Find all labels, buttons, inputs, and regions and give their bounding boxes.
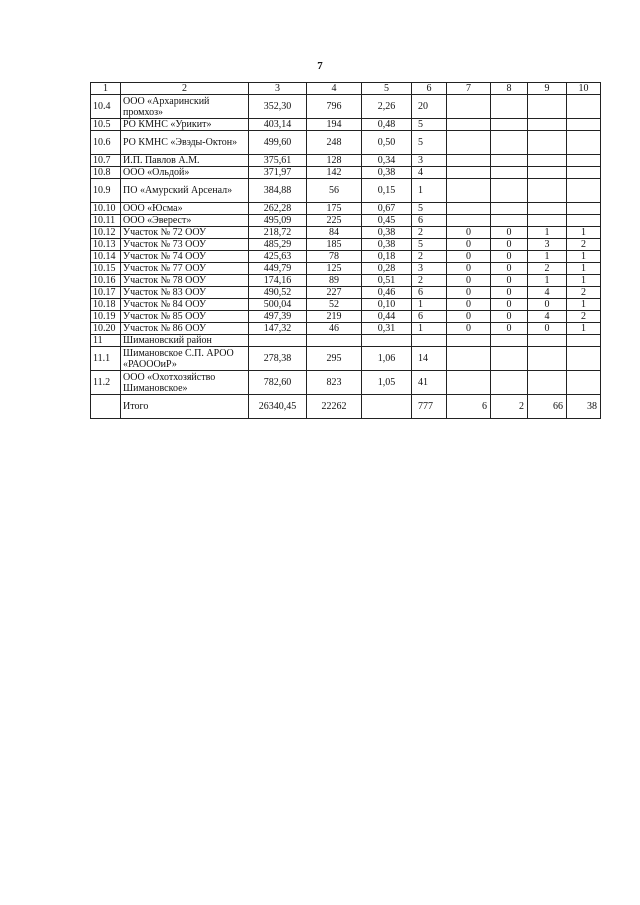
value-cell-col-7: [447, 131, 491, 155]
table-row: [91, 119, 601, 131]
value-cell-col-5: 0,44: [362, 311, 412, 323]
value-cell-col-6: 777: [412, 395, 447, 419]
value-cell-col-4: 295: [307, 347, 362, 371]
value-cell-col-7: 0: [447, 287, 491, 299]
value-cell-col-9: [528, 335, 567, 347]
value-cell-col-9: [528, 179, 567, 203]
table-row: [91, 227, 601, 239]
value-cell-col-6: 5: [412, 239, 447, 251]
table-row: [91, 347, 601, 371]
value-cell-col-10: [567, 335, 601, 347]
value-cell-col-10: [567, 95, 601, 119]
value-cell-col-9: 4: [528, 311, 567, 323]
value-cell-col-6: 4: [412, 167, 447, 179]
row-number-cell: 10.9: [91, 179, 121, 203]
value-cell-col-8: [491, 203, 528, 215]
value-cell-col-4: [307, 335, 362, 347]
value-cell-col-8: [491, 119, 528, 131]
hunting-grounds-table: [90, 82, 601, 419]
value-cell-col-6: 1: [412, 323, 447, 335]
value-cell-col-4: 89: [307, 275, 362, 287]
header-row: [91, 83, 601, 95]
value-cell-col-6: [412, 335, 447, 347]
value-cell-col-5: 0,18: [362, 251, 412, 263]
value-cell-col-10: 1: [567, 299, 601, 311]
column-header-8: 8: [491, 83, 528, 95]
table-row: [91, 203, 601, 215]
value-cell-col-8: 0: [491, 263, 528, 275]
value-cell-col-9: [528, 347, 567, 371]
value-cell-col-3: 499,60: [249, 131, 307, 155]
value-cell-col-5: [362, 395, 412, 419]
table-row: [91, 167, 601, 179]
row-number-cell: 10.7: [91, 155, 121, 167]
column-header-7: 7: [447, 83, 491, 95]
value-cell-col-8: 0: [491, 239, 528, 251]
value-cell-col-9: [528, 131, 567, 155]
value-cell-col-8: 0: [491, 287, 528, 299]
value-cell-col-10: [567, 155, 601, 167]
name-cell: Участок № 78 ООУ: [121, 275, 249, 287]
value-cell-col-4: 125: [307, 263, 362, 275]
value-cell-col-8: [491, 347, 528, 371]
value-cell-col-3: 497,39: [249, 311, 307, 323]
value-cell-col-6: 1: [412, 299, 447, 311]
value-cell-col-7: [447, 215, 491, 227]
name-cell: ООО «Эверест»: [121, 215, 249, 227]
value-cell-col-3: [249, 335, 307, 347]
value-cell-col-3: 218,72: [249, 227, 307, 239]
value-cell-col-5: 0,48: [362, 119, 412, 131]
column-header-6: 6: [412, 83, 447, 95]
value-cell-col-10: [567, 167, 601, 179]
value-cell-col-4: 46: [307, 323, 362, 335]
value-cell-col-4: 185: [307, 239, 362, 251]
value-cell-col-7: [447, 95, 491, 119]
value-cell-col-7: 0: [447, 323, 491, 335]
value-cell-col-10: 1: [567, 275, 601, 287]
table-row: [91, 251, 601, 263]
table-row: [91, 371, 601, 395]
value-cell-col-3: 262,28: [249, 203, 307, 215]
column-header-9: 9: [528, 83, 567, 95]
value-cell-col-9: [528, 215, 567, 227]
table-row: [91, 311, 601, 323]
value-cell-col-10: [567, 203, 601, 215]
value-cell-col-8: 0: [491, 311, 528, 323]
value-cell-col-4: 219: [307, 311, 362, 323]
value-cell-col-3: 782,60: [249, 371, 307, 395]
name-cell: Шимановское С.П. АРОО «РАОООиР»: [121, 347, 249, 371]
name-cell: Участок № 85 ООУ: [121, 311, 249, 323]
row-number-cell: 10.11: [91, 215, 121, 227]
table-row: [91, 179, 601, 203]
value-cell-col-10: 2: [567, 287, 601, 299]
value-cell-col-9: 3: [528, 239, 567, 251]
table-row: [91, 239, 601, 251]
row-number-cell: [91, 395, 121, 419]
value-cell-col-7: [447, 347, 491, 371]
column-header-1: 1: [91, 83, 121, 95]
value-cell-col-6: 5: [412, 203, 447, 215]
row-number-cell: 10.18: [91, 299, 121, 311]
table-body: [91, 95, 601, 419]
value-cell-col-6: 6: [412, 215, 447, 227]
value-cell-col-9: [528, 167, 567, 179]
row-number-cell: 10.12: [91, 227, 121, 239]
value-cell-col-3: 500,04: [249, 299, 307, 311]
row-number-cell: 10.4: [91, 95, 121, 119]
value-cell-col-8: 2: [491, 395, 528, 419]
value-cell-col-4: 796: [307, 95, 362, 119]
value-cell-col-5: 0,15: [362, 179, 412, 203]
column-header-4: 4: [307, 83, 362, 95]
value-cell-col-5: 1,06: [362, 347, 412, 371]
value-cell-col-4: 78: [307, 251, 362, 263]
table-row: [91, 299, 601, 311]
value-cell-col-7: 0: [447, 263, 491, 275]
value-cell-col-8: [491, 371, 528, 395]
value-cell-col-7: 0: [447, 251, 491, 263]
value-cell-col-9: 1: [528, 227, 567, 239]
value-cell-col-6: 41: [412, 371, 447, 395]
name-cell: ООО «Ольдой»: [121, 167, 249, 179]
value-cell-col-9: 4: [528, 287, 567, 299]
value-cell-col-5: 2,26: [362, 95, 412, 119]
value-cell-col-5: 0,38: [362, 167, 412, 179]
table-row: [91, 215, 601, 227]
value-cell-col-10: 1: [567, 227, 601, 239]
name-cell: Участок № 83 ООУ: [121, 287, 249, 299]
value-cell-col-10: 1: [567, 323, 601, 335]
row-number-cell: 10.15: [91, 263, 121, 275]
name-cell: Участок № 86 ООУ: [121, 323, 249, 335]
table-row: [91, 263, 601, 275]
value-cell-col-5: 0,67: [362, 203, 412, 215]
name-cell: ООО «Юсма»: [121, 203, 249, 215]
value-cell-col-9: [528, 203, 567, 215]
value-cell-col-9: 2: [528, 263, 567, 275]
value-cell-col-4: 248: [307, 131, 362, 155]
name-cell: РО КМНС «Урикит»: [121, 119, 249, 131]
value-cell-col-6: 20: [412, 95, 447, 119]
value-cell-col-7: 0: [447, 299, 491, 311]
value-cell-col-4: 142: [307, 167, 362, 179]
value-cell-col-10: [567, 215, 601, 227]
value-cell-col-9: 1: [528, 275, 567, 287]
name-cell: Участок № 73 ООУ: [121, 239, 249, 251]
value-cell-col-7: [447, 155, 491, 167]
value-cell-col-10: [567, 371, 601, 395]
value-cell-col-9: [528, 119, 567, 131]
table-row: [91, 335, 601, 347]
value-cell-col-5: 0,28: [362, 263, 412, 275]
value-cell-col-4: 225: [307, 215, 362, 227]
value-cell-col-9: [528, 155, 567, 167]
row-number-cell: 10.5: [91, 119, 121, 131]
row-number-cell: 10.6: [91, 131, 121, 155]
value-cell-col-6: 2: [412, 251, 447, 263]
table-row: [91, 95, 601, 119]
value-cell-col-5: 0,38: [362, 227, 412, 239]
value-cell-col-4: 22262: [307, 395, 362, 419]
value-cell-col-3: 425,63: [249, 251, 307, 263]
value-cell-col-3: 375,61: [249, 155, 307, 167]
name-cell: Участок № 84 ООУ: [121, 299, 249, 311]
column-header-5: 5: [362, 83, 412, 95]
row-number-cell: 11.2: [91, 371, 121, 395]
value-cell-col-3: 352,30: [249, 95, 307, 119]
value-cell-col-6: 6: [412, 287, 447, 299]
value-cell-col-7: [447, 335, 491, 347]
value-cell-col-5: 0,31: [362, 323, 412, 335]
value-cell-col-4: 175: [307, 203, 362, 215]
value-cell-col-8: [491, 95, 528, 119]
table-row: [91, 131, 601, 155]
row-number-cell: 10.20: [91, 323, 121, 335]
value-cell-col-6: 5: [412, 119, 447, 131]
table-row: [91, 323, 601, 335]
value-cell-col-7: [447, 167, 491, 179]
value-cell-col-10: 2: [567, 311, 601, 323]
value-cell-col-10: 38: [567, 395, 601, 419]
value-cell-col-5: 0,34: [362, 155, 412, 167]
value-cell-col-7: 0: [447, 311, 491, 323]
value-cell-col-3: 174,16: [249, 275, 307, 287]
row-number-cell: 10.17: [91, 287, 121, 299]
value-cell-col-6: 14: [412, 347, 447, 371]
value-cell-col-6: 2: [412, 227, 447, 239]
value-cell-col-8: 0: [491, 251, 528, 263]
value-cell-col-5: 1,05: [362, 371, 412, 395]
value-cell-col-5: 0,46: [362, 287, 412, 299]
value-cell-col-7: 0: [447, 239, 491, 251]
value-cell-col-5: 0,51: [362, 275, 412, 287]
name-cell: Шимановский район: [121, 335, 249, 347]
row-number-cell: 10.13: [91, 239, 121, 251]
value-cell-col-4: 84: [307, 227, 362, 239]
value-cell-col-3: 449,79: [249, 263, 307, 275]
name-cell: И.П. Павлов А.М.: [121, 155, 249, 167]
value-cell-col-6: 1: [412, 179, 447, 203]
value-cell-col-3: 278,38: [249, 347, 307, 371]
table-row: [91, 287, 601, 299]
name-cell: РО КМНС «Эвэды-Октон»: [121, 131, 249, 155]
value-cell-col-7: [447, 119, 491, 131]
name-cell: Итого: [121, 395, 249, 419]
value-cell-col-8: [491, 215, 528, 227]
value-cell-col-8: 0: [491, 323, 528, 335]
value-cell-col-10: 1: [567, 251, 601, 263]
value-cell-col-10: [567, 119, 601, 131]
column-header-3: 3: [249, 83, 307, 95]
table-row: [91, 275, 601, 287]
value-cell-col-8: [491, 179, 528, 203]
value-cell-col-7: [447, 203, 491, 215]
value-cell-col-3: 495,09: [249, 215, 307, 227]
value-cell-col-5: 0,50: [362, 131, 412, 155]
column-header-2: 2: [121, 83, 249, 95]
name-cell: Участок № 72 ООУ: [121, 227, 249, 239]
value-cell-col-4: 194: [307, 119, 362, 131]
value-cell-col-7: [447, 371, 491, 395]
value-cell-col-9: 0: [528, 299, 567, 311]
value-cell-col-10: [567, 131, 601, 155]
value-cell-col-6: 2: [412, 275, 447, 287]
value-cell-col-10: 2: [567, 239, 601, 251]
name-cell: ПО «Амурский Арсенал»: [121, 179, 249, 203]
name-cell: Участок № 74 ООУ: [121, 251, 249, 263]
value-cell-col-9: [528, 95, 567, 119]
value-cell-col-4: 52: [307, 299, 362, 311]
value-cell-col-8: 0: [491, 227, 528, 239]
value-cell-col-7: 0: [447, 275, 491, 287]
value-cell-col-10: 1: [567, 263, 601, 275]
value-cell-col-9: 1: [528, 251, 567, 263]
value-cell-col-7: 0: [447, 227, 491, 239]
value-cell-col-9: [528, 371, 567, 395]
table-row: [91, 395, 601, 419]
row-number-cell: 10.10: [91, 203, 121, 215]
value-cell-col-5: 0,38: [362, 239, 412, 251]
value-cell-col-10: [567, 179, 601, 203]
table-row: [91, 155, 601, 167]
page-number: 7: [317, 60, 323, 72]
row-number-cell: 11: [91, 335, 121, 347]
value-cell-col-3: 485,29: [249, 239, 307, 251]
value-cell-col-3: 371,97: [249, 167, 307, 179]
value-cell-col-3: 490,52: [249, 287, 307, 299]
value-cell-col-8: 0: [491, 275, 528, 287]
value-cell-col-9: 0: [528, 323, 567, 335]
value-cell-col-3: 403,14: [249, 119, 307, 131]
value-cell-col-6: 6: [412, 311, 447, 323]
value-cell-col-4: 823: [307, 371, 362, 395]
value-cell-col-6: 5: [412, 131, 447, 155]
value-cell-col-4: 227: [307, 287, 362, 299]
name-cell: ООО «Охотхозяйство Шимановское»: [121, 371, 249, 395]
row-number-cell: 10.16: [91, 275, 121, 287]
value-cell-col-3: 384,88: [249, 179, 307, 203]
value-cell-col-4: 128: [307, 155, 362, 167]
row-number-cell: 10.19: [91, 311, 121, 323]
value-cell-col-3: 26340,45: [249, 395, 307, 419]
row-number-cell: 10.8: [91, 167, 121, 179]
value-cell-col-8: [491, 167, 528, 179]
value-cell-col-5: [362, 335, 412, 347]
value-cell-col-5: 0,45: [362, 215, 412, 227]
value-cell-col-8: [491, 155, 528, 167]
value-cell-col-8: [491, 131, 528, 155]
value-cell-col-9: 66: [528, 395, 567, 419]
row-number-cell: 11.1: [91, 347, 121, 371]
column-header-10: 10: [567, 83, 601, 95]
row-number-cell: 10.14: [91, 251, 121, 263]
value-cell-col-6: 3: [412, 155, 447, 167]
value-cell-col-7: [447, 179, 491, 203]
name-cell: ООО «Архаринский промхоз»: [121, 95, 249, 119]
value-cell-col-7: 6: [447, 395, 491, 419]
value-cell-col-10: [567, 347, 601, 371]
value-cell-col-4: 56: [307, 179, 362, 203]
name-cell: Участок № 77 ООУ: [121, 263, 249, 275]
value-cell-col-5: 0,10: [362, 299, 412, 311]
value-cell-col-8: [491, 335, 528, 347]
value-cell-col-8: 0: [491, 299, 528, 311]
value-cell-col-3: 147,32: [249, 323, 307, 335]
value-cell-col-6: 3: [412, 263, 447, 275]
